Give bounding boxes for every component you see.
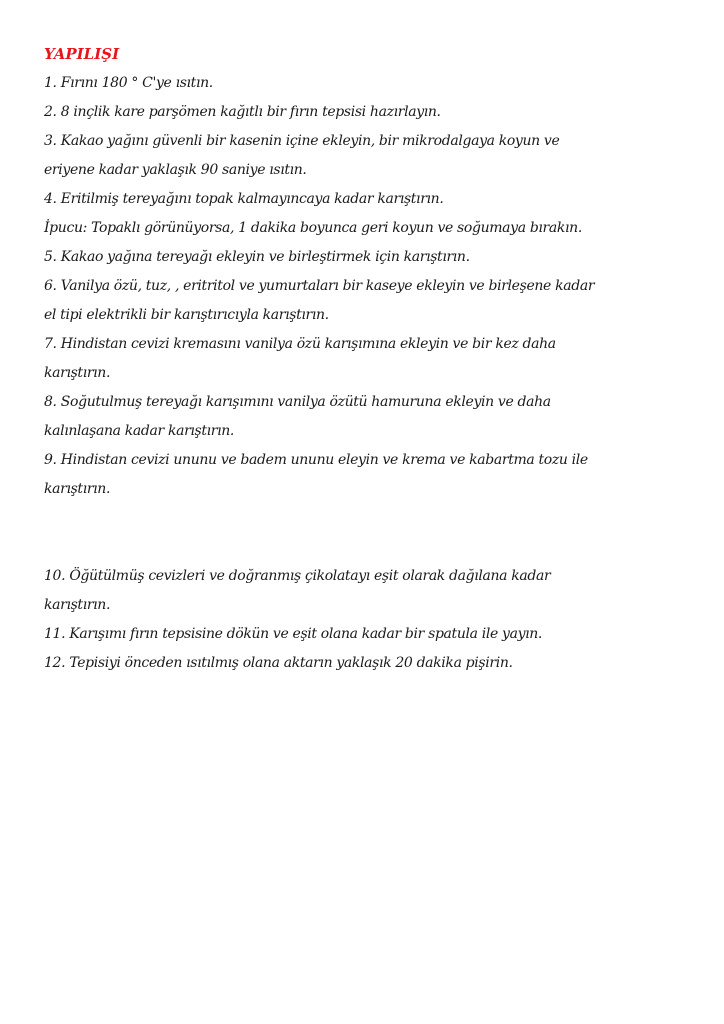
section-heading: YAPILIŞI	[44, 45, 120, 63]
instruction-line: 6. Vanilya özü, tuz, , eritritol ve yumurtaları bir kaseye ekleyin ve birleşene kadar	[44, 278, 595, 294]
instruction-line: 9. Hindistan cevizi ununu ve badem ununu eleyin ve krema ve kabartma tozu ile	[44, 452, 588, 468]
tip-line: İpucu: Topaklı görünüyorsa, 1 dakika boyunca geri koyun ve soğumaya bırakın.	[44, 220, 582, 236]
instruction-line: 3. Kakao yağını güvenli bir kasenin içine ekleyin, bir mikrodalgaya koyun ve	[44, 133, 560, 149]
instruction-line: 5. Kakao yağına tereyağı ekleyin ve birleştirmek için karıştırın.	[44, 249, 470, 265]
instruction-line: 4. Eritilmiş tereyağını topak kalmayıncaya kadar karıştırın.	[44, 191, 444, 207]
spacer	[44, 504, 684, 562]
instruction-line: karıştırın.	[44, 481, 111, 497]
instructions-block-1	[44, 69, 684, 504]
instruction-line: el tipi elektrikli bir karıştırıcıyla karıştırın.	[44, 307, 329, 323]
instruction-line: kalınlaşana kadar karıştırın.	[44, 423, 235, 439]
instruction-line: eriyene kadar yaklaşık 90 saniye ısıtın.	[44, 162, 307, 178]
instruction-line: 8. Soğutulmuş tereyağı karışımını vanilya özütü hamuruna ekleyin ve daha	[44, 394, 551, 410]
instruction-line: 12. Tepisiyi önceden ısıtılmış olana aktarın yaklaşık 20 dakika pişirin.	[44, 655, 513, 671]
instructions-block-2	[44, 562, 684, 678]
instruction-line: 11. Karışımı fırın tepsisine dökün ve eşit olana kadar bir spatula ile yayın.	[44, 626, 543, 642]
instruction-line: 2. 8 inçlik kare parşömen kağıtlı bir fırın tepsisi hazırlayın.	[44, 104, 441, 120]
instruction-line: 10. Öğütülmüş cevizleri ve doğranmış çikolatayı eşit olarak dağılana kadar	[44, 568, 551, 584]
recipe-instructions	[44, 40, 684, 678]
instruction-line: 1. Fırını 180 ° C'ye ısıtın.	[44, 75, 213, 91]
instruction-line: karıştırın.	[44, 597, 111, 613]
instruction-line: karıştırın.	[44, 365, 111, 381]
instruction-line: 7. Hindistan cevizi kremasını vanilya özü karışımına ekleyin ve bir kez daha	[44, 336, 556, 352]
